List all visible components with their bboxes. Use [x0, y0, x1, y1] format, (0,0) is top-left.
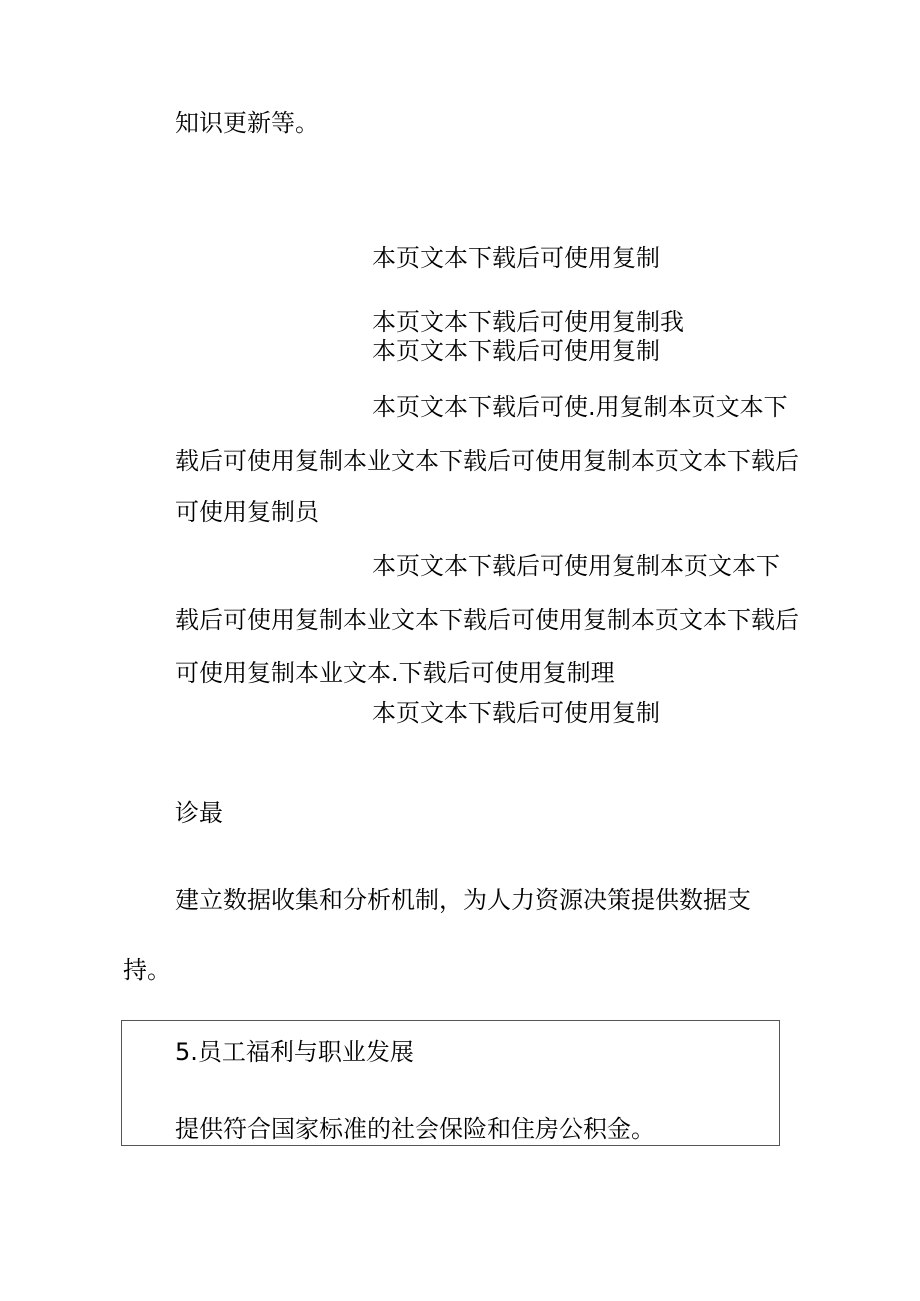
section-heading: 诊最	[175, 799, 223, 827]
text-line: 本页文本下载后可使用复制本页文本下	[372, 552, 780, 580]
text-line: 可使用复制本业文本.下载后可使用复制理	[175, 659, 615, 687]
box-text: 提供符合国家标准的社会保险和住房公积金。	[175, 1115, 655, 1143]
text-line: 可使用复制员	[175, 498, 319, 526]
text-line: 载后可使用复制本业文本下载后可使用复制本页文本下载后	[175, 606, 799, 634]
text-line: 建立数据收集和分析机制，为人力资源决策提供数据支	[175, 886, 751, 914]
text-line: 本页文本下载后可使用复制	[372, 699, 660, 727]
text-line: 持。	[123, 956, 171, 984]
text-line: 载后可使用复制本业文本下载后可使用复制本页文本下载后	[175, 447, 799, 475]
box-heading: 5.员工福利与职业发展	[175, 1038, 414, 1066]
text-line: 本页文本下载后可使用复制	[372, 337, 660, 365]
text-line: 本页文本下载后可使用复制	[372, 244, 660, 272]
text-line: 本页文本下载后可使.用复制本页文本下	[372, 393, 788, 421]
text-line: 知识更新等。	[175, 109, 319, 137]
text-line: 本页文本下载后可使用复制我	[372, 308, 684, 336]
